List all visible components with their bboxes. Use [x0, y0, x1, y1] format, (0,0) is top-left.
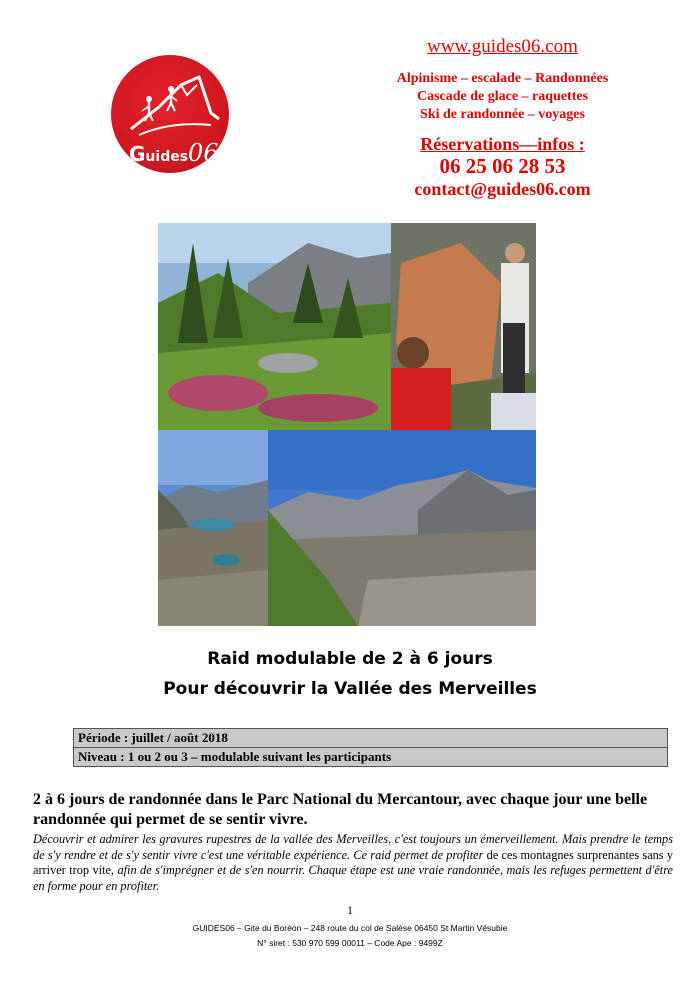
footer-siret: N° siret : 530 970 599 00011 – Code Ape : 9499Z [257, 938, 443, 948]
description-part2: de ces montagnes surprenantes sans y arriver trop vite, [33, 847, 673, 877]
description-paragraph [33, 832, 673, 894]
photo-rock-engravings [391, 223, 536, 430]
reservations-label: Réservations—infos : [420, 134, 585, 154]
page-number: 1 [347, 903, 353, 917]
activity-line: Alpinisme – escalade – Randonnées [396, 71, 609, 86]
description-part3: afin de s'imprégner et de s'en nourrir. Chaque étape est une vraie randonnée, mais les refuges permettent d'être en forme pour en profiter. [33, 863, 673, 893]
photo-forest-meadow [158, 223, 391, 430]
guides06-logo [111, 55, 229, 173]
activity-line: Ski de randonnée – voyages [420, 107, 585, 122]
photo-alpine-lakes [158, 430, 268, 626]
periode-row: Période : juillet / août 2018 [78, 730, 228, 745]
lead-paragraph: 2 à 6 jours de randonnée dans le Parc National du Mercantour, avec chaque jour une belle randonnée qui permet de se sentir vivre. [33, 791, 648, 828]
main-title-line1: Raid modulable de 2 à 6 jours [207, 649, 493, 669]
contact-header [360, 36, 645, 200]
description-part1: Découvrir et admirer les gravures rupestres de la vallée des Merveilles, c'est toujours un émerveillement. Mais prendre le temps de s'y rendre et de s'y sentir vivre c'est une véritable expérience. Ce raid permet de profiter [33, 832, 673, 862]
main-title-line2: Pour découvrir la Vallée des Merveilles [163, 679, 537, 699]
phone-number[interactable]: 06 25 06 28 53 [439, 154, 566, 178]
activity-line: Cascade de glace – raquettes [416, 89, 589, 104]
logo-wordmark: Guides06 [129, 139, 219, 167]
niveau-row: Niveau : 1 ou 2 ou 3 – modulable suivant les participants [74, 747, 667, 766]
photo-mountain-panorama [268, 430, 536, 626]
website-link[interactable]: www.guides06.com [427, 36, 578, 57]
info-table [73, 728, 668, 767]
footer-address: GUIDES06 – Gite du Boréon – 248 route du col de Salèse 06450 St Martin Vésubie [192, 923, 508, 933]
email-link[interactable]: contact@guides06.com [414, 179, 591, 199]
